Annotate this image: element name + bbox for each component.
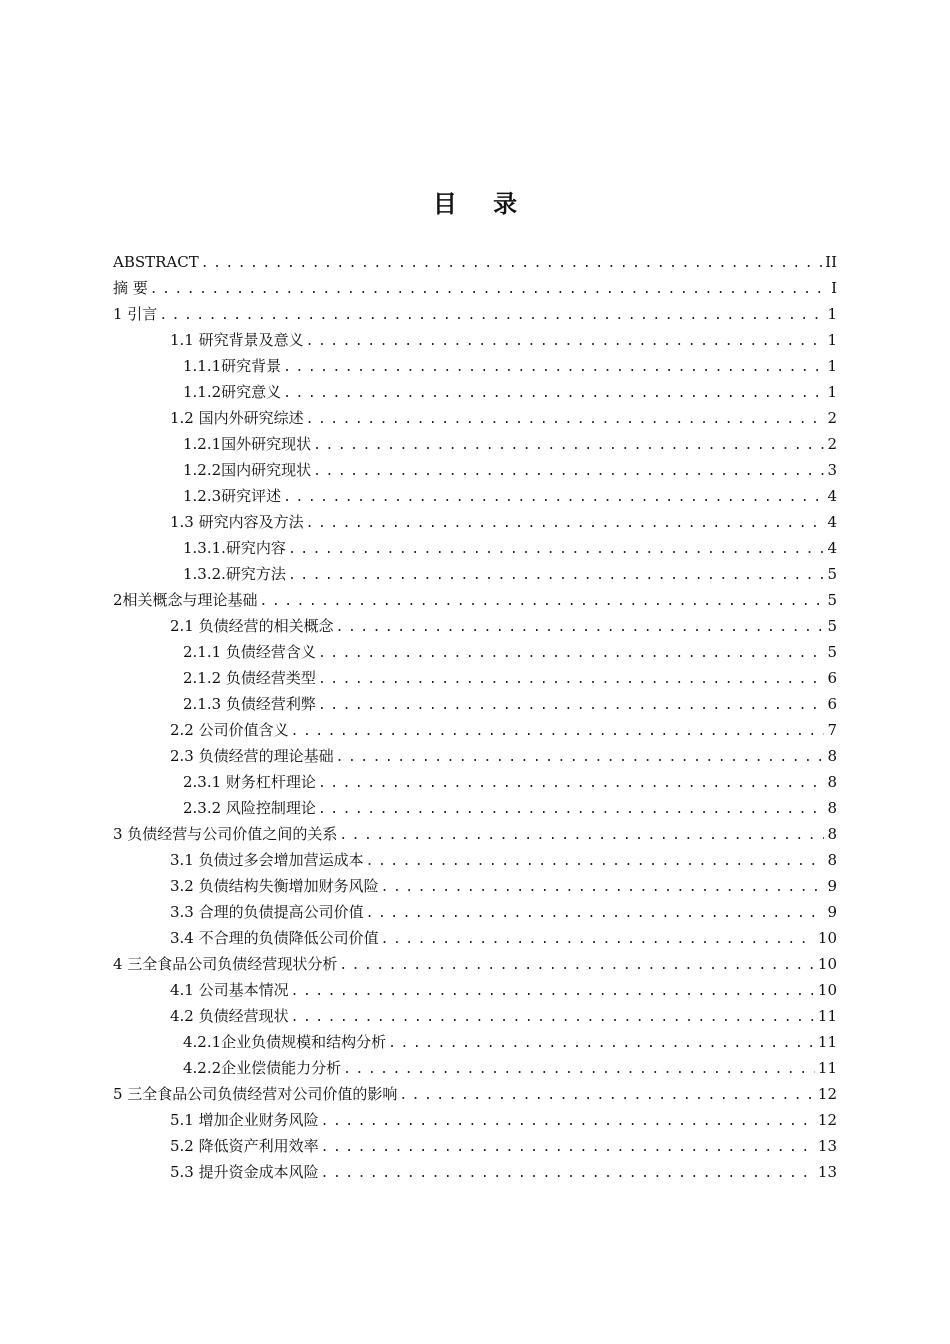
toc-dot-leader xyxy=(318,771,825,797)
toc-dot-leader xyxy=(318,641,825,667)
toc-dot-leader xyxy=(291,979,815,1005)
toc-entry[interactable] xyxy=(113,821,837,847)
toc-entry[interactable] xyxy=(170,899,837,925)
toc-entry-page: 1 xyxy=(827,331,837,349)
toc-entry-label: 1.3.1.研究内容 xyxy=(183,539,286,557)
toc-dot-leader xyxy=(318,797,825,823)
toc-dot-leader xyxy=(313,459,824,485)
toc-entry[interactable] xyxy=(113,301,837,327)
toc-entry-page: 6 xyxy=(827,669,837,687)
toc-entry-page: 4 xyxy=(827,487,837,505)
toc-entry-label: 2相关概念与理论基础 xyxy=(113,591,258,609)
toc-dot-leader xyxy=(306,511,825,537)
toc-dot-leader xyxy=(283,381,824,407)
toc-entry[interactable] xyxy=(170,1003,837,1029)
toc-dot-leader xyxy=(321,1109,815,1135)
toc-entry-page: 10 xyxy=(817,981,837,999)
page-title: 目 录 xyxy=(432,190,532,218)
toc-entry-page: 11 xyxy=(817,1033,837,1051)
toc-entry-label: 1 引言 xyxy=(113,305,158,323)
toc-entry-page: 7 xyxy=(827,721,837,739)
toc-dot-leader xyxy=(399,1083,815,1109)
toc-entry-page: 8 xyxy=(827,825,837,843)
toc-entry-label: 4.2.1企业负债规模和结构分析 xyxy=(183,1033,387,1051)
toc-entry-page: 8 xyxy=(827,747,837,765)
toc-entry-page: 5 xyxy=(827,643,837,661)
toc-dot-leader xyxy=(343,1057,815,1083)
toc-entry-page: 12 xyxy=(817,1111,837,1129)
toc-entry-label: 4 三全食品公司负债经营现状分析 xyxy=(113,955,338,973)
toc-entry-label: 2.1.1 负债经营含义 xyxy=(183,643,316,661)
toc-entry-page: 5 xyxy=(827,565,837,583)
toc-entry-page: 4 xyxy=(827,539,837,557)
toc-entry-label: 4.2 负债经营现状 xyxy=(170,1007,289,1025)
toc-entry-label: 摘 要 xyxy=(113,279,148,297)
toc-entry[interactable] xyxy=(170,1133,837,1159)
toc-dot-leader xyxy=(283,355,824,381)
toc-entry[interactable] xyxy=(183,431,837,457)
toc-dot-leader xyxy=(288,537,825,563)
toc-entry-label: 5.1 增加企业财务风险 xyxy=(170,1111,319,1129)
toc-entry[interactable] xyxy=(170,925,837,951)
toc-entry-label: 4.1 公司基本情况 xyxy=(170,981,289,999)
toc-entry[interactable] xyxy=(170,1159,837,1185)
toc-entry-page: 2 xyxy=(827,435,837,453)
toc-dot-leader xyxy=(201,251,822,277)
toc-entry[interactable] xyxy=(170,405,837,431)
toc-dot-leader xyxy=(318,667,825,693)
toc-entry-page: 5 xyxy=(827,617,837,635)
toc-entry-page: 10 xyxy=(817,955,837,973)
toc-entry-label: 3.4 不合理的负债降低公司价值 xyxy=(170,929,379,947)
toc-dot-leader xyxy=(306,329,825,355)
toc-dot-leader xyxy=(339,953,815,979)
toc-entry-label: 3 负债经营与公司价值之间的关系 xyxy=(113,825,338,843)
toc-entry-label: 1.3.2.研究方法 xyxy=(183,565,286,583)
toc-entry-label: 1.1.1研究背景 xyxy=(183,357,282,375)
toc-entry-page: I xyxy=(831,279,837,297)
toc-entry-page: 9 xyxy=(827,903,837,921)
toc-entry-page: 13 xyxy=(817,1137,837,1155)
toc-entry-label: 1.1.2研究意义 xyxy=(183,383,282,401)
toc-entry[interactable] xyxy=(170,327,837,353)
toc-entry-page: 6 xyxy=(827,695,837,713)
toc-entry[interactable] xyxy=(183,691,837,717)
toc-entry[interactable] xyxy=(183,483,837,509)
toc-entry-label: 2.1.3 负债经营利弊 xyxy=(183,695,316,713)
toc-entry[interactable] xyxy=(183,1055,837,1081)
toc-dot-leader xyxy=(260,589,825,615)
toc-entry-page: II xyxy=(825,253,837,271)
toc-dot-leader xyxy=(291,719,825,745)
toc-entry-label: 1.1 研究背景及意义 xyxy=(170,331,304,349)
toc-dot-leader xyxy=(339,823,824,849)
toc-dot-leader xyxy=(288,563,825,589)
toc-entry[interactable] xyxy=(183,353,837,379)
toc-entry-label: 1.2 国内外研究综述 xyxy=(170,409,304,427)
toc-entry[interactable] xyxy=(183,379,837,405)
toc-entry-label: 2.3 负债经营的理论基础 xyxy=(170,747,334,765)
toc-entry-label: 3.1 负债过多会增加营运成本 xyxy=(170,851,364,869)
toc-entry[interactable] xyxy=(113,275,837,301)
toc-dot-leader xyxy=(150,277,828,303)
toc-entry-label: 5.2 降低资产利用效率 xyxy=(170,1137,319,1155)
toc-entry-page: 8 xyxy=(827,799,837,817)
toc-entry-label: 2.1.2 负债经营类型 xyxy=(183,669,316,687)
toc-dot-leader xyxy=(313,433,824,459)
toc-entry[interactable] xyxy=(183,1029,837,1055)
toc-entry[interactable] xyxy=(170,717,837,743)
toc-entry-page: 5 xyxy=(827,591,837,609)
toc-entry[interactable] xyxy=(113,249,837,275)
toc-entry-page: 13 xyxy=(817,1163,837,1181)
toc-entry-page: 2 xyxy=(827,409,837,427)
toc-dot-leader xyxy=(159,303,824,329)
toc-entry-label: 5.3 提升资金成本风险 xyxy=(170,1163,319,1181)
toc-entry-label: 2.1 负债经营的相关概念 xyxy=(170,617,334,635)
toc-entry-label: 1.2.3研究评述 xyxy=(183,487,282,505)
toc-entry[interactable] xyxy=(183,457,837,483)
toc-entry-page: 8 xyxy=(827,773,837,791)
toc-entry-label: 5 三全食品公司负债经营对公司价值的影响 xyxy=(113,1085,398,1103)
toc-entry[interactable] xyxy=(170,847,837,873)
toc-entry[interactable] xyxy=(183,535,837,561)
toc-dot-leader xyxy=(381,875,825,901)
toc-entry[interactable] xyxy=(183,769,837,795)
toc-entry-label: 1.2.2国内研究现状 xyxy=(183,461,312,479)
toc-dot-leader xyxy=(388,1031,815,1057)
toc-entry[interactable] xyxy=(183,665,837,691)
toc-entry[interactable] xyxy=(183,639,837,665)
toc-dot-leader xyxy=(283,485,824,511)
toc-entry-page: 4 xyxy=(827,513,837,531)
toc-dot-leader xyxy=(318,693,825,719)
toc-dot-leader xyxy=(336,615,825,641)
toc-entry[interactable] xyxy=(170,1107,837,1133)
toc-dot-leader xyxy=(291,1005,815,1031)
toc-entry[interactable] xyxy=(170,873,837,899)
toc-entry[interactable] xyxy=(183,795,837,821)
toc-dot-leader xyxy=(306,407,825,433)
toc-entry[interactable] xyxy=(113,951,837,977)
toc-entry[interactable] xyxy=(113,1081,837,1107)
toc-entry-page: 11 xyxy=(817,1059,837,1077)
toc-entry[interactable] xyxy=(170,743,837,769)
toc-entry-page: 1 xyxy=(827,357,837,375)
toc-entry-label: 1.2.1国外研究现状 xyxy=(183,435,312,453)
toc-entry-page: 12 xyxy=(817,1085,837,1103)
toc-dot-leader xyxy=(366,901,825,927)
toc-entry-page: 8 xyxy=(827,851,837,869)
toc-entry-label: 2.3.2 风险控制理论 xyxy=(183,799,316,817)
toc-dot-leader xyxy=(366,849,825,875)
toc-entry-label: ABSTRACT xyxy=(113,253,199,271)
toc-entry[interactable] xyxy=(113,587,837,613)
toc-entry-label: 1.3 研究内容及方法 xyxy=(170,513,304,531)
toc-entry-page: 11 xyxy=(817,1007,837,1025)
toc-entry-label: 3.3 合理的负债提高公司价值 xyxy=(170,903,364,921)
toc-entry-page: 1 xyxy=(827,383,837,401)
toc-entry-label: 4.2.2企业偿债能力分析 xyxy=(183,1059,342,1077)
toc-entry-label: 2.2 公司价值含义 xyxy=(170,721,289,739)
toc-entry-page: 3 xyxy=(827,461,837,479)
toc-entry-page: 10 xyxy=(817,929,837,947)
toc-dot-leader xyxy=(381,927,815,953)
toc-entry[interactable] xyxy=(170,509,837,535)
toc-entry[interactable] xyxy=(170,977,837,1003)
toc-dot-leader xyxy=(336,745,825,771)
toc-entry-page: 9 xyxy=(827,877,837,895)
toc-entry-label: 2.3.1 财务杠杆理论 xyxy=(183,773,316,791)
toc-dot-leader xyxy=(321,1161,815,1187)
toc-dot-leader xyxy=(321,1135,815,1161)
toc-entry[interactable] xyxy=(183,561,837,587)
toc-entry[interactable] xyxy=(170,613,837,639)
toc-entry-page: 1 xyxy=(827,305,837,323)
toc-entry-label: 3.2 负债结构失衡增加财务风险 xyxy=(170,877,379,895)
